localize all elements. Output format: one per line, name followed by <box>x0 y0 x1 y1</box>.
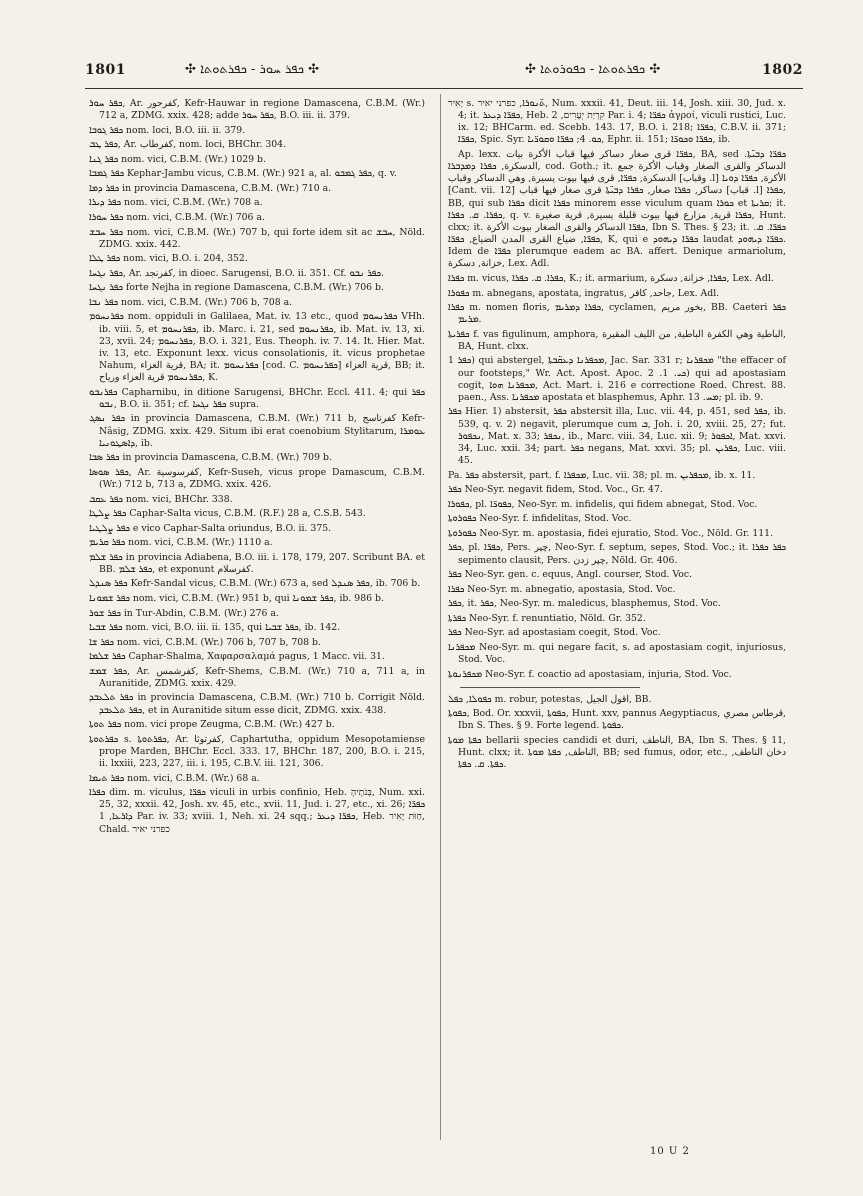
dictionary-entry: ܟܦܪ ܥܩܒ nom. vici, BHChr. 338. <box>89 493 233 505</box>
dictionary-entry: ܟܦܪ ܣܒܐ in provincia Damascena, C.B.M. (Wr.) 709 b. <box>89 452 332 464</box>
dictionary-entry: ܟܦܪܐ m. nomen floris, ܟܦܪܐ ܕܡܪܝܡ, cyclamen, بخور مريم, BB. Caeteri ܟܦܪ ܡܪܝܡ. <box>448 302 786 326</box>
dictionary-entry: ܟܦܪ ܚܘܪ, Ar. كفرحور, Kefr-Hauwar in regione Damascena, C.B.M. (Wr.) 712 a, ZDMG. xxix. 428; adde ܟܦܪ ܚܘܪ, B.O. iii. ii. 379. <box>89 98 425 122</box>
right-column <box>448 98 786 774</box>
dictionary-entry: ܟܦܪ ܢܓܚܐ forte Nejha in regione Damascena, C.B.M. (Wr.) 706 b. <box>89 282 384 294</box>
dictionary-entry: ܟܦܪ ܚܘܪܐ nom. vici, C.B.M. (Wr.) 706 a. <box>89 211 265 223</box>
header-rule <box>85 88 803 89</box>
dictionary-entry: ܟܦܬܐ ܡܘܬܐ bellarii species candidi et duri, الناطف, BA, Ibn S. Thes. § 11, Hunt. clxx; it. الناطف, ܟܦܬܐ ܡܘܬܐ, BB; sed fumus, odor, etc., دخان الناطف, ܟܦܬܐ. ܩ. ܟܦܬܐ. <box>448 734 786 771</box>
dictionary-entry: ܟܦܪ ܛܠܐ nom. vici, B.O. i. 204, 352. <box>89 253 248 265</box>
section-rule <box>460 687 640 688</box>
dictionary-entry: ܟܦܪ ܫܡܘܢܐ nom. vici, C.B.M. (Wr.) 951 b, qui ܟܦܪ ܫܡܘܢܐ, ib. 986 b. <box>89 593 384 604</box>
dictionary-entry: ܟܦܘܪܘܬܐ Neo-Syr. f. infidelitas, Stod. Voc. <box>448 513 632 525</box>
dictionary-entry: ܟܦܪ ܢܣܓ in provincia Damascena, C.B.M. (Wr.) 711 b, كفرناسج Kefr-Nâsig, ZDMG. xxix. 429. Situm ibi erat coenobium Stylitarum, ܥܘܡܪܐ ܕܐܣܛܘܢܝܐ, ib. <box>89 413 425 449</box>
dictionary-entry: ܟܦܪܐ dim. m. viculus, ܟܦܪ̈ܐ viculi in urbis confinio, Heb. בְּנֹתֶיהָ, Num. xxi. 25, 32, xxxii. 42, Josh. xv. 45, etc., xvii. 11, Jud. i. 27, etc., xi. 26; ܟܦܪ̈ܐ ܕܐܪܥܐ, 1 Par. iv. 33; xviii. 1, Neh. xi. 24 sqq.; ܟܦܪ̈ܐ ܕܝܥܪ, Heb. חַוֺּת יָאִיר, Chald. כפרני יאיר <box>89 787 425 835</box>
dictionary-entry: ܟܦܪ Neo-Syr. negavit fidem, Stod. Voc., Gr. 47. <box>448 484 663 496</box>
dictionary-entry: ܟܦܪ ܫܡܫ, Ar. كفرشمس, Kefr-Shems, C.B.M. (Wr.) 710 a, 711 a, in Auranitide, ZDMG. xxix. 429. <box>89 665 425 689</box>
dictionary-entry: ܟܦܪ ܕܡܐ in provincia Damascena, C.B.M. (Wr.) 710 a. <box>89 182 332 194</box>
dictionary-entry: ܟܦܪ Hier. 1) abstersit, ܟܦܪ abstersit illa, Luc. vii. 44, p. 451, sed ܟܦܪ, ib. 539, q. v. 2) negavit, plerumque cum ܒ, Joh. i. 20, xviii. 25, 27; fut. ܢܟܦܘܪ, Mat. x. 33; ܢܟܦܪ, ib., Marc. viii. 34, Luc. xii. 9; ܐܟܦܘܪ, Mat. xxvi. 34, Luc. xxii. 34; part. ܟܦܪ negans, Mat. xxvi. 35; pl. ܟܦܪܝܢ, Luc. viii. 45. <box>448 406 786 467</box>
dictionary-entry: ܟܦܪ 1) qui abstergel, ܡܟܦܪܢܐ ܕܥܩ̈ܒܬܐ, Jac. Sar. 331 r; ܡܟܦܪܢܐ "the effacer of our footsteps," Wr. Act. Apost. Apoc. ܟܝ. 1. 2) qui ad apostasiam cogit, ܡܟܦܪܢܐ ܗܘܐ, Act. Mart. i. 216 e correctione Roed. Chrest. 88. paen., Ass. ܡܟܦܪܢܐ apostata et blasphemus, Aphr. ܡܚ. 13; pl. ib. 9. <box>448 355 786 403</box>
dictionary-entry: ܟܦܪ ܓܡܒܐ Kephar-Jambu vicus, C.B.M. (Wr.) 921 a, al. ܟܦܪ ܓܡܒܘ, q. v. <box>89 168 397 180</box>
dictionary-entry: ܟܦܪ Neo-Syr. ad apostasiam coegit, Stod. Voc. <box>448 627 661 639</box>
dictionary-entry: ܟܦܪ ܨܠܛܝܐ e vico Caphar-Salta oriundus, B.O. ii. 375. <box>89 522 332 534</box>
dictionary-entry: ܟܦܪ ܢܒܐ nom. vici, C.B.M. (Wr.) 706 b, 708 a. <box>89 296 293 308</box>
dictionary-entry: יָאִיר s. ܬ̈ܢܘܪܐ, כפרני יאיר, Num. xxxii. 41, Deut. iii. 14, Josh. xiii. 30, Jud. x. 4; it. ܟܦܪ̈ܐ ܕܝܥܪ, Heb. קִרְיַת יְעָרִים, 2 Par. i. 4; ܟܦܪ̈ܐ ἀγρoί, viculi rustici, Luc. ix. 12; BHCarm. ed. Scebb. 143. 17, B.O. i. 218; ܟܦܪ̈ܐ, C.B.V. ii. 371; ܟܦܪ̈ܐ, Spic. Syr. ܟܘ. 4; ܟܦܪ̈ܐ ܘܩܘܪ̈ܝܐ, Ephr. ii. 151; ܟܦܪ̈ܐ ܘܟܘܪ̈ܐ, ib. <box>448 98 786 146</box>
dictionary-entry: ܟܦܪ ܓܘܒܐ nom. loci, B.O. iii. ii. 379. <box>89 124 246 136</box>
dictionary-entry: ܟܦܪ ܕܝܪܐ nom. vici, C.B.M. (Wr.) 708 a. <box>89 197 263 209</box>
dictionary-entry: ܟܦܪܝܬܐ f. vas figulinum, amphora, الباطية وهي الكفرة الباطية, من الليف المقيرة, BA, Hunt. clxx. <box>448 328 786 352</box>
running-head-left: ✣ ܟܦܪ ܚܘܪ - ܟܦܪܬܘܬܐ ✣ <box>185 62 320 77</box>
dictionary-entry: ܟܦܪ ܣܘܣܐ, Ar. كفرسوسية, Kefr-Suseh, vicus prope Damascum, C.B.M. (Wr.) 712 b, 713 a, ZDMG. xxix. 426. <box>89 466 425 491</box>
dictionary-entry: ܟܦܪܐ m. vicus, ܟܦܪܐ. ܩ. ܟܦܪܐ, K.; it. armarium, ܟܦܪܐ, خزانة, دسكرة, Lex. Adl. <box>448 272 774 284</box>
dictionary-entry: ܟܦܪ ܛܒ, Ar. كفرطاب, nom. loci, BHChr. 304. <box>89 139 287 151</box>
dictionary-entry: ܟܦܪ ܫܠܡ in provincia Adiabena, B.O. iii. i. 178, 179, 207. Scribunt BA. et BB. ܟܦܪ ܫܠܡ, et exponunt كفرسلام. <box>89 551 425 575</box>
left-column <box>89 98 425 838</box>
dictionary-entry: ܟܦܪܢܒܘ Capharnibu, in ditione Sarugensi, BHChr. Eccl. 411. 4; qui ܟܦܪ ܢܒܘ, B.O. ii. 351; cf. ܟܦܪ ܢܓܚܐ supra. <box>89 386 425 410</box>
signature-mark: 10 U 2 <box>650 1146 690 1157</box>
dictionary-entry: ܟܦܘܪܐ, pl. ܟܦܘܪ̈ܐ, Neo-Syr. m. infidelis, qui fidem abnegat, Stod. Voc. <box>448 498 758 510</box>
dictionary-entry: ܟܦܘܠܐ, ܟܦܠ m. robur, potestas, اقول الجيل, BB. <box>448 693 652 705</box>
dictionary-entry: ܟܦܪ ܚܒܫ nom. vici, C.B.M. (Wr.) 707 b, qui forte idem sit ac ܚܒܫ, Nöld. ZDMG. xxix. 442. <box>89 226 425 250</box>
dictionary-entry: ܟܦܪ ܢܓܚܐ, Ar. كفرنجد, in dioec. Sarugensi, B.O. ii. 351. Cf. ܟܦܪ ܢܒܘ. <box>89 267 384 279</box>
dictionary-entry: ܟܦܪ ܬܝܡܐ nom. vici, C.B.M. (Wr.) 68 a. <box>89 772 260 784</box>
page-number-right: 1802 <box>762 62 803 78</box>
dictionary-entry: ܟܦܪ ܣܢܕܠ Kefr-Sandal vicus, C.B.M. (Wr.) 673 a, sed ܟܦܪ ܣܢܕܠ, ib. 706 b. <box>89 578 421 590</box>
dictionary-entry: ܟܦܪܬܘܬܐ s. ܟܦܪܬܘܬܐ, Ar. كفرتوثا, Caphartutha, oppidum Mesopotamiense prope Marden, BHChr. Eccl. 333. 17, BHChr. 187, 200, B.O. i. 215, ii. lxxiii, 223, 227, iii. i. 195, C.B.V. iii. 121, 306. <box>89 733 425 769</box>
dictionary-entry: ܟܦܪ ܬܠܥܒܕ in provincia Damascena, C.B.M. (Wr.) 710 b. Corrigit Nöld. ܟܦܪ ܬܠܥܒܕ, et in Auranitide situm esse dicit, ZDMG. xxix. 438. <box>89 692 426 716</box>
dictionary-entry: ܡܟܦܪܢܘܬܐ Neo-Syr. f. coactio ad apostasiam, injuria, Stod. Voc. <box>448 668 732 680</box>
dictionary-entry: ܟܦܘܬܐ, Bod. Or. xxxvii, ܟܦܘܬܐ, Hunt. xxv, pannus Aegyptiacus, قرطاس مصري, Ibn S. Thes. § 9. Forte legend. ܟܦܘܬܐ. <box>448 708 786 732</box>
dictionary-entry: ܟܦܪ ܓܢܐ nom. vici, C.B.M. (Wr.) 1029 b. <box>89 153 266 165</box>
dictionary-entry: ܟܦܪܬܐ Neo-Syr. f. renuntiatio, Nöld. Gr. 352. <box>448 612 646 624</box>
dictionary-entry: ܟܦܪܢܚܘܡ nom. oppiduli in Galilaea, Mat. iv. 13 etc., quod ܟܦܪܢܚܘܡ VHh. ib. viii. 5, et ܟܦܪܢܚܘܡ, ib. Marc. i. 21, sed ܟܦܪܢܚܘܡ, ib. Mat. iv. 13, xi. 23, xvii. 24; ܟܦܪܢܚܘܡ, B.O. i. 321, Eus. Theoph. iv. 7. 14. It. Hier. Mat. iv. 13, etc. Exponunt lexx. vicus consolationis, it. vicus prophetae Nahum, قرية العزاء, BA; it. ܟܦܪܢܚܘܡ [cod. C. ܟܦܪܢܚܘܡ] قرية العزاء, BB; it. ܟܦܪܢܚܘܡ قرية العزاء ورياح, K. <box>89 311 425 384</box>
dictionary-entry: ܟܦܪܐ Neo-Syr. m. abnegatio, apostasia, Stod. Voc. <box>448 583 676 595</box>
dictionary-entry: ܟܦܪ Neo-Syr. gen. c. equus, Angl. courser, Stod. Voc. <box>448 569 693 581</box>
dictionary-entry: ܡܟܦܪܢܐ Neo-Syr. m. qui negare facit, s. ad apostasiam cogit, injuriosus, Stod. Voc. <box>448 641 786 665</box>
dictionary-entry: ܟܦܪ ܫܠܡܐ Caphar-Shalma, Χαφαρσαλαμά pagus, 1 Macc. vii. 31. <box>89 651 385 663</box>
column-divider <box>440 94 441 1140</box>
dictionary-entry: ܟܦܘܪܘܬܐ Neo-Syr. m. apostasia, fidei ejuratio, Stod. Voc., Nöld. Gr. 111. <box>448 527 774 539</box>
dictionary-entry: ܟܦܪ ܫܒܝܐ nom. vici, B.O. iii. ii. 135, qui ܟܦܪ ܫܒܝܐ, ib. 142. <box>89 622 341 634</box>
page-number-left: 1801 <box>85 62 126 78</box>
dictionary-entry: ܟܦܪ ܩܪܝܡ nom. vici, C.B.M. (Wr.) 1110 a. <box>89 537 273 549</box>
page-header <box>85 58 803 84</box>
dictionary-entry: Pa. ܟܦܪ abstersit, part. f. ܡܟܦܪܐ, Luc. vii. 38; pl. m. ܡܟܦܪܝܢ, ib. x. 11. <box>448 469 756 481</box>
dictionary-entry: ܟܦܘܪܐ m. abnegans, apostata, ingratus, جاحد, كافر, Lex. Adl. <box>448 287 720 299</box>
dictionary-entry: Ap. lexx. ܟܦܪ̈ܐ قرى صغار دساكر فيها قباب الأكرة بيات, BA, sed ܟܦܪ̈ܐ ܕܒܝ̈ܬܐ. الدسكرة, ܟܦܪܐ ܕܡܕܒܪܐ, cod. Goth.; it. الدساكر والقرى الصغار وقباب الأكرة جمع الدسكرة, ܟܦܪ̈ܐ, قرى فيها بيوت يسيرة, وهي الدساكر وقباب [وقباب .l] الأكرة, ܟܦܪ̈ܐ ܕܘܝܐ [Cant. vii. 12] دساكر, ܟܦܪܐ صغار, ܟܦܪܐ ܕܒܝ̈ܬܐ قرى صغار فيها قباب [قباب .l] ܟܦܪܐ, BB, qui sub ܟܦܪܐ dicit ܟܦܪܐ minorem esse viculum quam ܟܘܪܐ et ܩܪܝܬܐ; it. ܟܦܪܐ. ܩ. ܟܦܪܐ, q. v. ܟܦܪܐ قرية, مزارع فيها بيوت قليلة يسيرة, قرية صغيرة, Hunt. clxx; it. ܟܦܪ̈ܐ الدساكر والقرى الصغار بيوت الأكرة, Ibn S. Thes. § 23; it. ܟܦܪ̈ܐ. ܩ. ܟܦܪ̈ܐ, ضياع القرى المدن الضياع, ܟܦܪ̈ܐ, K, qui e ܟܦܪ̈ܐ ܕܝܗܘܕ laudat ܟܦܪ̈ܐ ܕܝܗܘܕ. Idem de ܟܦܪ̈ܐ plerumque eadem ac BA. affert. Denique armariolum, خزانة, دسكرة, Lex. Adl. <box>448 149 787 270</box>
running-head-right: ✣ ܟܦܪܬܘܬܐ - ܟܦܘܪܘܬܐ ✣ <box>525 62 661 77</box>
dictionary-entry: ܟܦܪ ܫܘܪ in Tur-Abdin, C.B.M. (Wr.) 276 a. <box>89 607 279 619</box>
dictionary-entry: ܟܦܪ ܨܠܛܐ Caphar-Salta vicus, C.B.M. (R.F.) 28 a, C.S.B. 543. <box>89 508 366 520</box>
dictionary-entry: ܟܦܪ, it. ܟܦܪ, Neo-Syr. m. maledicus, blasphemus, Stod. Voc. <box>448 598 721 610</box>
dictionary-entry: ܟܦܪ, pl. ܟܦܪ̈ܐ, Pers. چپر, Neo-Syr. f. septum, sepes, Stod. Voc.; it. ܟܦܪ ܟܦܪܐ sepimento clausit, Pers. چپر زدن, Nöld. Gr. 406. <box>448 542 786 566</box>
dictionary-entry: ܟܦܪ ܬܘܬܐ nom. vici prope Zeugma, C.B.M. (Wr.) 427 b. <box>89 719 335 731</box>
dictionary-entry: ܟܦܪ ܫܐ nom. vici, C.B.M. (Wr.) 706 b, 707 b, 708 b. <box>89 636 321 648</box>
